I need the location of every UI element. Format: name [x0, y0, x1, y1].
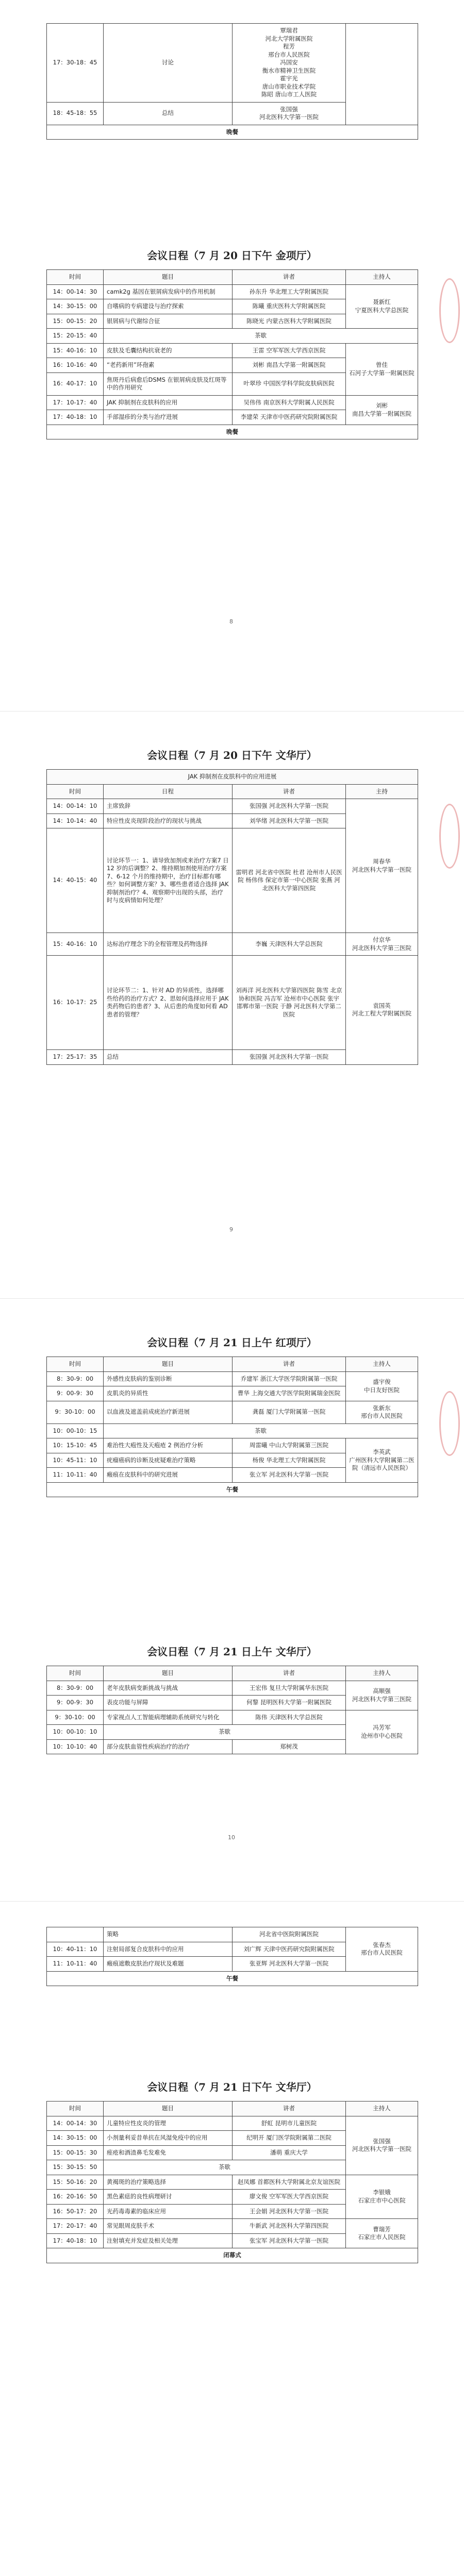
topic-cell: 讨论	[104, 24, 233, 103]
table-row: 晚餐	[47, 425, 418, 439]
page-number: 10	[228, 1834, 235, 1841]
table-row: 14：00-14：30 camk2g 基因在银屑病发病中的作用机制 孙东升 华北理工大学附属医院 聂新红 宁夏医科大学总医院	[47, 284, 418, 299]
table-row: 14：30-15：00 自嗜病的专病建设与治疗探索 陈曦 重庆医科大学附属医院	[47, 299, 418, 314]
table-row: 16：10-17：25 讨论环节二：1、针对 AD 的异质性，选择哪些给药的治疗方式？2、思如何选择应用于 JAK 类药物后的患者？3、从后患的角度如何看 AD 患者的管理？ 刘再洋 河北医科大学第四医院 陈雪 北京协和医院 冯吉军 沧州市中心医院 张宇 邯郸市第一医院 于静 河北医科大学第二医院 袁国英 河北工程大学附属医院	[47, 956, 418, 1050]
schedule-section	[46, 747, 418, 1065]
table-row: 14：10-14：40 特应性皮炎现阶段治疗的现状与挑战 刘华绪 河北医科大学第一医院	[47, 814, 418, 828]
table-row: 15：40-16：10 皮肤及毛囊结构抗衰老的 王雷 空军军医大学西京医院 曾佳 石河子大学第一附属医院	[47, 343, 418, 358]
host-cell: 刘彬 南昌大学第一附属医院	[346, 395, 418, 425]
table-row: 16：40-17：10 焦斑丹后病愈后DSMS 在银屑病皮肤及红斑等中的作用研究 叶翠珍 中国医学科学院皮肤病医院	[47, 372, 418, 395]
table-subheader: JAK 抑制剂在皮肤科中的应用进展	[47, 770, 418, 785]
table-header: 时间 题目 讲者 主持人	[47, 1666, 418, 1681]
table-row: 14：00-14：10 主席致辞 张国强 河北医科大学第一医院 周春华 河北医科大学第一医院	[47, 799, 418, 814]
host-cell: 高顺强 河北医科大学第三医院	[346, 1681, 418, 1710]
table-row: 10：45-11：10 疣瘤癌病的诊断及疣疑难治疗策略 杨俊 华北理工大学附属医院	[47, 1453, 418, 1468]
schedule-section	[46, 1334, 418, 1497]
table-row: 11：10-11：40 瘢痕遮敷皮肤治疗现状及难题 张亚辉 河北医科大学第一医院	[47, 1957, 418, 1972]
continuation-block	[46, 23, 418, 140]
table-row: 8：30-9：00 外感性皮肤病的鉴别诊断 乔建军 浙江大学医学院附属第一医院 盛宇俊 中日友好医院	[47, 1371, 418, 1386]
speaker-cell: 覃瑞君 河北大学附属医院 程芳 邢台市人民医院 冯国安 衡水市精神卫生医院 霍宇光 唐山市职业技术学院 陈昭 唐山市工人医院	[233, 24, 346, 103]
section-title: 会议日程（7 月 20 日下午 文华厅）	[147, 749, 317, 761]
time-cell: 18：45-18：55	[47, 102, 104, 125]
schedule-table	[46, 769, 418, 1065]
host-cell: 聂新红 宁夏医科大学总医院	[346, 284, 418, 329]
table-row: 14：30-15：00 小剂量利妥昔单抗在风湿免疫中的应用 纪明开 厦门医学院附属第二医院	[47, 2131, 418, 2146]
host-cell: 李英武 广州医科大学附属第二医院（清远市人民医院）	[346, 1438, 418, 1483]
table-row: 15：50-16：20 黄褐斑的治疗策略选择 赵凤娜 首都医科大学附属北京友谊医院 李银娥 石家庄市中心医院	[47, 2175, 418, 2190]
schedule-table	[46, 2101, 418, 2263]
host-cell: 张国强 河北医科大学第一医院	[346, 2116, 418, 2175]
page-number: 8	[229, 618, 233, 625]
schedule-table	[46, 1357, 418, 1497]
table-row: 17：10-17：40 JAK 抑制剂在皮肤科的应用 吴伟伟 南京医科大学附属人民医院 刘彬 南昌大学第一附属医院	[47, 395, 418, 410]
table-row	[47, 24, 418, 103]
section-title: 会议日程（7 月 20 日下午 金项厅）	[147, 249, 317, 262]
table-row: 15：00-15：20 银屑病与代谢综合征 陈晓光 内蒙古医科大学附属医院	[47, 314, 418, 329]
table-row: 策略 河北省中医院附属医院 张春杰 邢台市人民医院	[47, 1927, 418, 1942]
section-title: 会议日程（7 月 21 日上午 文华厅）	[147, 1646, 317, 1658]
schedule-table	[46, 269, 418, 439]
table-row: 11：10-11：40 瘢痕在皮肤科中的研究进展 张立军 河北医科大学第一医院	[47, 1468, 418, 1483]
schedule-table	[46, 1666, 418, 1754]
table-row: 15：40-16：10 达标治疗理念下的全程管理及药物选择 李巍 天津医科大学总医院 付京华 河北医科大学第三医院	[47, 933, 418, 956]
section-title: 会议日程（7 月 21 日上午 红项厅）	[147, 1336, 317, 1349]
table-row: 14：40-15：40 讨论环节一：1、请导致加剂或来治疗方案7 日 12 岁的后调整？2、维持期加剂使用治疗方案7、6-12 个月的维持期中，治疗目标都有哪些？如何调整方案？3、哪些患者适合选择 JAK 抑制剂治疗？4、观察期中出现的头部，治疗时与皮病情如何处理？ 雷明君 河北省中医院 杜君 沧州市人民医院 杨伟伟 保定市第一中心医院 张燕 河北医科大学第四医院	[47, 828, 418, 933]
host-cell: 盛宇俊 中日友好医院	[346, 1371, 418, 1401]
section-title: 会议日程（7 月 21 日下午 文华厅）	[147, 2081, 317, 2093]
host-cell: 曾佳 石河子大学第一附属医院	[346, 343, 418, 395]
table-row: 16：20-16：50 黑色素痣的良性病理研讨 廖文俊 空军军医大学西京医院	[47, 2190, 418, 2205]
host-cell: 张春杰 邢台市人民医院	[346, 1927, 418, 1972]
table-row: 10：10-10：40 部分皮肤血管性疾病治疗的治疗 郑树茂	[47, 1739, 418, 1754]
table-row: 15：20-15：40 茶歇	[47, 329, 418, 344]
table-header: 时间 日程 讲者 主持	[47, 784, 418, 799]
table-row: 9：00-9：30 皮肌炎的异质性 曹华 上海交通大学医学院附属瑞金医院	[47, 1386, 418, 1401]
table-row: 10：40-11：10 注射局部复合皮肤科中的应用 刘广辉 天津中医药研究院附属医院	[47, 1942, 418, 1957]
table-row: 17：25-17：35 总结 张国强 河北医科大学第一医院	[47, 1050, 418, 1065]
table-row: 14：00-14：30 儿童特应性皮炎的管理 舒虹 昆明市儿童医院 张国强 河北医科大学第一医院	[47, 2116, 418, 2131]
schedule-section	[46, 2079, 418, 2263]
table-row: 10：00-10：15 茶歇	[47, 1423, 418, 1438]
table-row: 17：40-18：10 手部湿疹的分类与治疗进展 李建荣 天津市中医药研究院附属医院	[47, 410, 418, 425]
host-cell: 曹瑞芳 石家庄市人民医院	[346, 2219, 418, 2248]
table-row: 闭幕式	[47, 2248, 418, 2263]
host-cell: 周春华 河北医科大学第一医院	[346, 799, 418, 933]
host-cell: 袁国英 河北工程大学附属医院	[346, 956, 418, 1065]
time-cell: 17：30-18：45	[47, 24, 104, 103]
host-cell	[346, 24, 418, 125]
table-row: 10：15-10：45 难治性大疱性及天疱疮 2 例治疗分析 周雷曦 中山大学附属第三医院 李英武 广州医科大学附属第二医院（清远市人民医院）	[47, 1438, 418, 1453]
continuation-block	[46, 1927, 418, 1986]
table-row: 17：40-18：10 注射填充并发症及相关处理 张宝军 河北医科大学第一医院	[47, 2233, 418, 2248]
schedule-section	[46, 1643, 418, 1754]
table-header: 时间 题目 讲者 主持人	[47, 2102, 418, 2116]
page-number: 9	[229, 1226, 233, 1233]
table-row: 9：00-9：30 表皮功能与屏障 何黎 昆明医科大学第一附属医院	[47, 1696, 418, 1710]
table-row: 9：30-10：00 专家视点人工智能病理辅助系统研究与转化 陈伟 天津医科大学总医院 冯芳军 沧州市中心医院	[47, 1710, 418, 1725]
table-row: 10：00-10：10 茶歇	[47, 1725, 418, 1740]
table-header: 时间 题目 讲者 主持人	[47, 270, 418, 285]
table-header: 时间 题目 讲者 主持人	[47, 1357, 418, 1372]
continuation-table	[46, 23, 418, 140]
continuation-table	[46, 1927, 418, 1986]
host-cell: 付京华 河北医科大学第三医院	[346, 933, 418, 956]
table-row: 午餐	[47, 1482, 418, 1497]
table-row: 16：50-17：20 光药毒毒素的临床应用 王会娟 河北医科大学第一医院	[47, 2204, 418, 2219]
table-row: 8：30-9：00 老年皮肤病变新挑战与挑战 王宏伟 复旦大学附属华东医院 高顺强 河北医科大学第三医院	[47, 1681, 418, 1696]
host-cell: 李银娥 石家庄市中心医院	[346, 2175, 418, 2219]
table-row: 15：30-15：50 茶歇	[47, 2160, 418, 2175]
host-cell: 张新东 邢台市人民医院	[346, 1401, 418, 1423]
schedule-section	[46, 247, 418, 439]
seal-mark	[439, 278, 460, 343]
speaker-cell: 张国强 河北医科大学第一医院	[233, 102, 346, 125]
host-cell: 冯芳军 沧州市中心医院	[346, 1710, 418, 1754]
seal-mark	[439, 1391, 460, 1456]
table-row	[47, 125, 418, 140]
table-row: 9：30-10：00 以血液及遮盖前成疣治疗新进展 龚磊 厦门大学附属第一医院 张新东 邢台市人民医院	[47, 1401, 418, 1423]
seal-mark	[439, 804, 460, 869]
table-row: 16：10-16：40 “老药新用”环孢素 刘彬 南昌大学第一附属医院	[47, 358, 418, 373]
table-row: 17：20-17：40 常见眼周皮肤手术 牛新武 河北医科大学第四医院 曹瑞芳 石家庄市人民医院	[47, 2219, 418, 2234]
dinner-row: 晚餐	[47, 125, 418, 140]
table-row: 午餐	[47, 1971, 418, 1986]
topic-cell: 总结	[104, 102, 233, 125]
table-row: 15：00-15：30 痤疮和酒渣鼻毛发难免 潘萌 重庆大学	[47, 2145, 418, 2160]
